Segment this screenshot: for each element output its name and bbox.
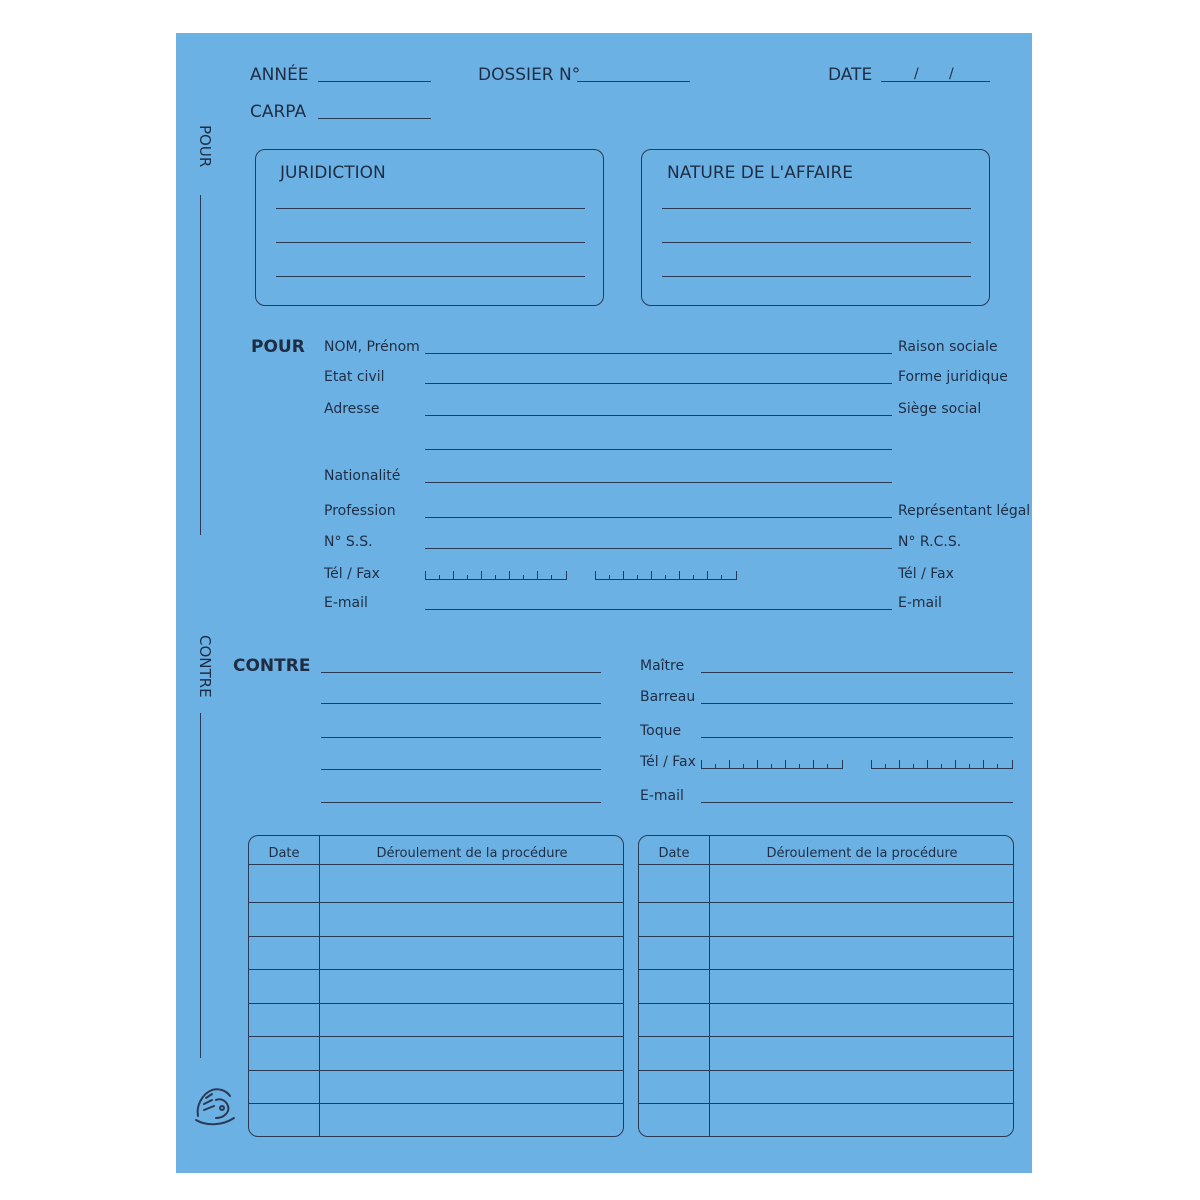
pour-label-adresse: Adresse <box>324 401 380 417</box>
table-row[interactable] <box>639 1036 1013 1037</box>
pour-label-siege-social: Siège social <box>898 401 982 417</box>
table-row[interactable] <box>639 864 1013 865</box>
table-row[interactable] <box>639 969 1013 970</box>
pour-label-rcs: N° R.C.S. <box>898 534 962 550</box>
table-right-date-header: Date <box>658 846 690 861</box>
pour-label-profession: Profession <box>324 503 396 519</box>
juridiction-line-3[interactable] <box>276 276 585 277</box>
pour-field-fax[interactable] <box>595 571 737 580</box>
table-right-column-divider <box>709 836 710 1136</box>
table-left-column-divider <box>319 836 320 1136</box>
table-row[interactable] <box>249 1003 623 1004</box>
dossier-label: DOSSIER N° <box>478 65 581 85</box>
table-row[interactable] <box>639 936 1013 937</box>
pour-field-nationalite[interactable] <box>425 482 892 483</box>
date-separator-2: / <box>949 66 954 82</box>
contre-field-toque[interactable] <box>701 737 1013 738</box>
contre-label-email: E-mail <box>640 788 684 804</box>
table-left-date-header: Date <box>268 846 300 861</box>
annee-field[interactable] <box>318 81 431 82</box>
table-row[interactable] <box>249 936 623 937</box>
table-row[interactable] <box>249 1036 623 1037</box>
annee-label: ANNÉE <box>250 65 309 85</box>
contre-field-2[interactable] <box>321 703 601 704</box>
contre-field-fax[interactable] <box>871 760 1013 769</box>
pour-field-profession[interactable] <box>425 517 892 518</box>
contre-field-1[interactable] <box>321 672 601 673</box>
contre-label-maitre: Maître <box>640 658 685 674</box>
pour-label-tel-right: Tél / Fax <box>898 566 954 582</box>
date-label: DATE <box>828 65 873 85</box>
table-row[interactable] <box>249 902 623 903</box>
pour-label-nom: NOM, Prénom <box>324 339 420 355</box>
pour-label-ss: N° S.S. <box>324 534 373 550</box>
nature-line-1[interactable] <box>662 208 971 209</box>
juridiction-line-1[interactable] <box>276 208 585 209</box>
side-contre-label: CONTRE <box>196 635 214 698</box>
pour-label-email: E-mail <box>324 595 368 611</box>
nature-line-3[interactable] <box>662 276 971 277</box>
side-pour-label: POUR <box>196 125 214 168</box>
juridiction-line-2[interactable] <box>276 242 585 243</box>
table-right-procedure-header: Déroulement de la procédure <box>766 846 958 861</box>
nature-line-2[interactable] <box>662 242 971 243</box>
table-row[interactable] <box>249 1070 623 1071</box>
contre-label-tel: Tél / Fax <box>640 754 696 770</box>
table-row[interactable] <box>639 1003 1013 1004</box>
pour-title: POUR <box>251 337 305 357</box>
contre-field-5[interactable] <box>321 802 601 803</box>
pour-label-etat-civil: Etat civil <box>324 369 385 385</box>
pour-field-adresse-1[interactable] <box>425 415 892 416</box>
procedure-table-left <box>248 835 624 1137</box>
pour-field-adresse-2[interactable] <box>425 449 892 450</box>
pour-label-representant: Représentant légal <box>898 503 1031 519</box>
pour-label-raison-sociale: Raison sociale <box>898 339 998 355</box>
table-row[interactable] <box>249 1103 623 1104</box>
date-field[interactable] <box>881 81 990 82</box>
table-row[interactable] <box>249 864 623 865</box>
contre-label-barreau: Barreau <box>640 689 696 705</box>
contre-title: CONTRE <box>233 656 311 676</box>
contre-field-3[interactable] <box>321 737 601 738</box>
table-row[interactable] <box>639 1103 1013 1104</box>
procedure-table-right <box>638 835 1014 1137</box>
side-line-contre <box>200 713 201 1058</box>
dossier-field[interactable] <box>577 81 690 82</box>
date-separator-1: / <box>914 66 919 82</box>
juridiction-box <box>255 149 604 306</box>
pour-field-email[interactable] <box>425 609 892 610</box>
pour-field-tel[interactable] <box>425 571 567 580</box>
side-line-pour <box>200 195 201 535</box>
carpa-label: CARPA <box>250 102 307 122</box>
table-left-procedure-header: Déroulement de la procédure <box>376 846 568 861</box>
pour-label-nationalite: Nationalité <box>324 468 401 484</box>
table-row[interactable] <box>249 969 623 970</box>
nature-affaire-label: NATURE DE L'AFFAIRE <box>667 163 854 183</box>
table-row[interactable] <box>639 1070 1013 1071</box>
brand-logo-icon <box>188 1078 240 1130</box>
carpa-field[interactable] <box>318 118 431 119</box>
contre-field-email[interactable] <box>701 802 1013 803</box>
pour-label-tel: Tél / Fax <box>324 566 380 582</box>
contre-field-barreau[interactable] <box>701 703 1013 704</box>
pour-label-forme-juridique: Forme juridique <box>898 369 1008 385</box>
pour-label-email-right: E-mail <box>898 595 942 611</box>
table-row[interactable] <box>639 902 1013 903</box>
contre-field-4[interactable] <box>321 769 601 770</box>
nature-affaire-box <box>641 149 990 306</box>
contre-field-tel[interactable] <box>701 760 843 769</box>
pour-field-nom[interactable] <box>425 353 892 354</box>
contre-field-maitre[interactable] <box>701 672 1013 673</box>
juridiction-label: JURIDICTION <box>280 163 386 183</box>
contre-label-toque: Toque <box>640 723 682 739</box>
pour-field-ss[interactable] <box>425 548 892 549</box>
pour-field-etat-civil[interactable] <box>425 383 892 384</box>
file-folder-cover <box>176 33 1032 1173</box>
